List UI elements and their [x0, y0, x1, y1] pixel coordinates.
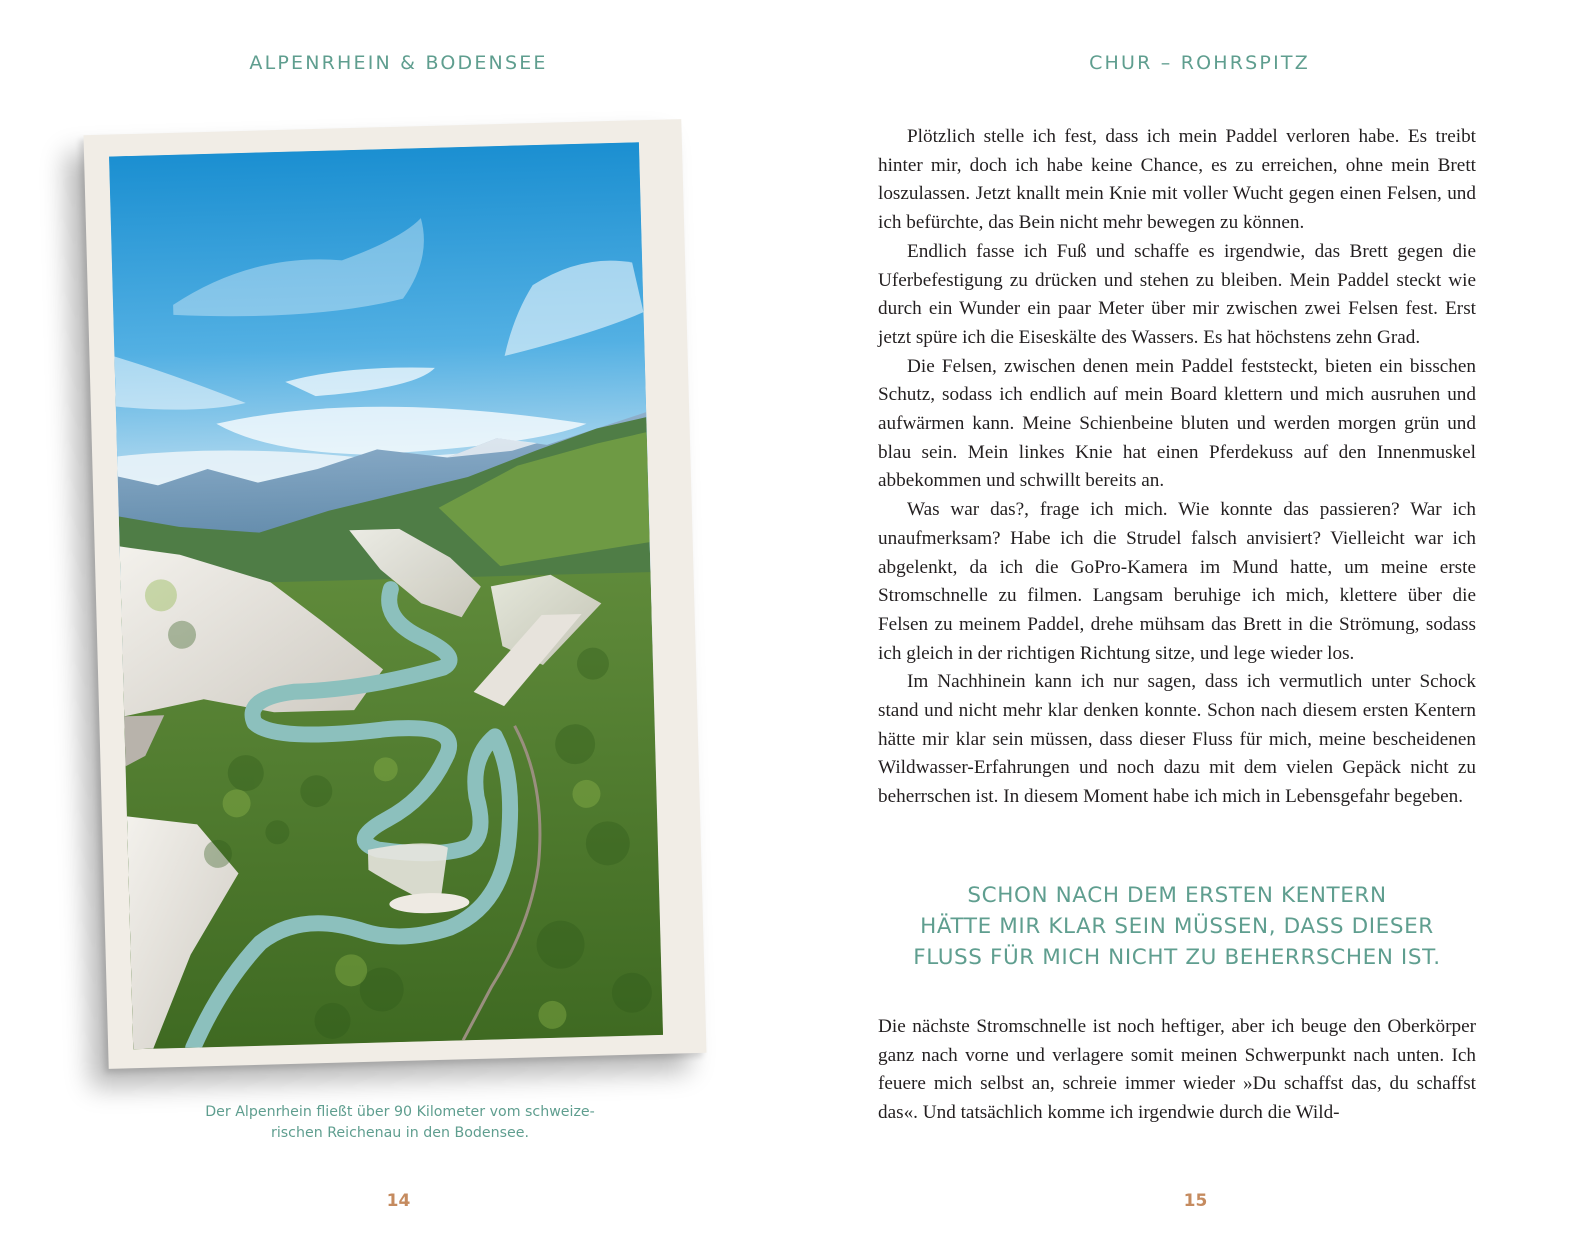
body-text-continuation [878, 1013, 1476, 1128]
landscape-illustration [109, 142, 663, 1049]
pull-quote-line-2: HÄTTE MIR KLAR SEIN MÜSSEN, DASS DIESER [920, 914, 1434, 939]
paragraph: Plötzlich stelle ich fest, dass ich mein Paddel verloren habe. Es treibt hinter mir, doch ich habe keine Chance, es zu erreichen, ohne mein Brett loszulassen. Jetzt knallt mein Knie mit voller Wucht gegen einen Felsen, und ich befürchte, das Bein nicht mehr bewegen zu können. [878, 126, 1476, 234]
body-text [878, 123, 1476, 812]
pull-quote-line-3: FLUSS FÜR MICH NICHT ZU BEHERRSCHEN IST. [913, 945, 1441, 970]
pull-quote-line-1: SCHON NACH DEM ERSTEN KENTERN [967, 883, 1387, 908]
paragraph: Die nächste Stromschnelle ist noch heftiger, aber ich beuge den Oberkörper ganz nach vorne und verlagere somit meinen Schwerpunkt nach unten. Ich feuere mich selbst an, schreie immer wieder »Du schaffst das, du schaffst das«. Und tatsächlich komme ich irgendwie durch die Wild- [878, 1016, 1476, 1124]
caption-line-1: Der Alpenrhein fließt über 90 Kilometer vom schweize- [205, 1104, 595, 1120]
page-number-right: 15 [1183, 1191, 1208, 1211]
photo-polaroid-frame [83, 119, 706, 1069]
paragraph: Die Felsen, zwischen denen mein Paddel feststeckt, bieten ein bisschen Schutz, sodass ich endlich auf mein Board klettern und mich ausruhen und aufwärmen kann. Meine Schienbeine bluten und werden morgen grün und blau sein. Mein linkes Knie hat einen Pferdekuss auf den Innenmuskel abbekommen und schwillt bereits an. [878, 355, 1476, 492]
rhine-gorge-photo [109, 142, 663, 1049]
caption-line-2: rischen Reichenau in den Bodensee. [271, 1125, 529, 1141]
running-head-right: CHUR – ROHRSPITZ [1089, 52, 1310, 74]
pull-quote [878, 880, 1476, 973]
running-head-left: ALPENRHEIN & BODENSEE [249, 52, 548, 74]
paragraph: Im Nachhinein kann ich nur sagen, dass ich vermutlich unter Schock stand und nicht mehr klar denken konnte. Schon nach diesem ersten Kentern hätte mir klar sein müssen, dass dieser Fluss für mich, meine bescheidenen Wildwasser-Erfahrungen und noch dazu mit dem vielen Gepäck nicht zu beherrschen ist. In diesem Moment habe ich mich in Lebensgefahr begeben. [878, 671, 1476, 808]
paragraph: Endlich fasse ich Fuß und schaffe es irgendwie, das Brett gegen die Uferbefestigung zu drücken und stehen zu bleiben. Mein Paddel steckt wie durch ein Wunder ein paar Meter über mir zwischen zwei Felsen fest. Erst jetzt spüre ich die Eiseskälte des Wassers. Es hat höchstens zehn Grad. [878, 240, 1476, 348]
photo-caption [150, 1102, 650, 1144]
paragraph: Was war das?, frage ich mich. Wie konnte das passieren? War ich unaufmerksam? Habe ich die Strudel falsch anvisiert? Vielleicht war ich abgelenkt, da ich die GoPro-Kamera im Mund hatte, um meine erste Stromschnelle zu filmen. Langsam beruhige ich mich, klettere über die Felsen zu meinem Paddel, drehe mühsam das Brett in die Strömung, sodass ich gleich in der richtigen Richtung sitze, und lege wieder los. [878, 499, 1476, 664]
right-page [797, 0, 1594, 1240]
page-number-left: 14 [386, 1191, 411, 1211]
